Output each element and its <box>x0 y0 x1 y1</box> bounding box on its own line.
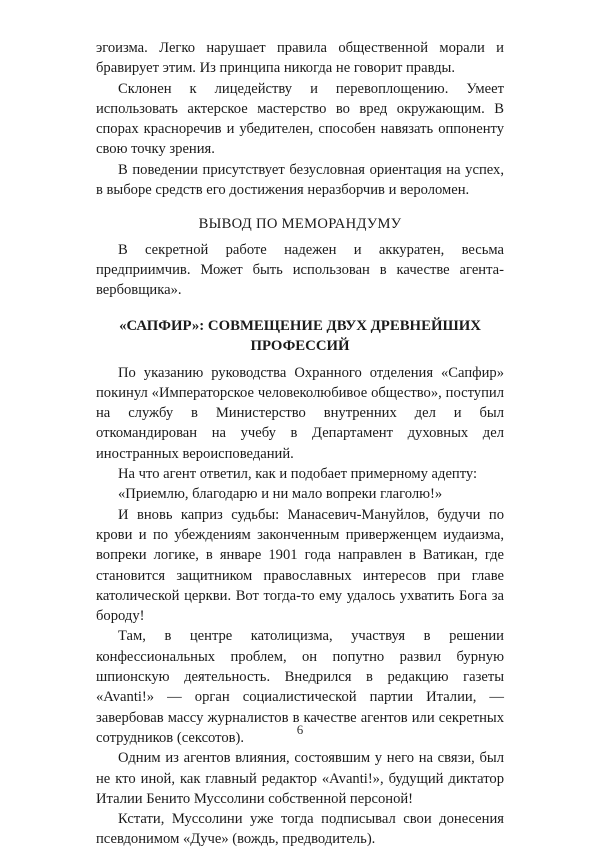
paragraph: Одним из агентов влияния, состоявшим у него на связи, был не кто иной, как главный редактор «Avanti!», будущий диктатор Италии Бенито Муссолини собственной персоной! <box>96 750 504 807</box>
paragraph: И вновь каприз судьбы: Манасевич-Мануйлов, будучи по крови и по убеждениям законченным приверженцем иудаизма, вопреки логике, в январе 1901 года направлен в Ватикан, где становится защитником православных интересов при главе католической церкви. Вот тогда-то ему удалось ухватить Бога за бороду! <box>96 506 504 625</box>
conclusion-paragraph: В секретной работе надежен и аккуратен, весьма предприимчив. Может быть использован в качестве агента-вербовщика». <box>96 241 504 299</box>
page-number: 6 <box>296 722 304 737</box>
paragraph: эгоизма. Легко нарушает правила общественной морали и бравирует этим. Из принципа никогда не говорит правды. <box>96 40 504 77</box>
paragraph: В поведении присутствует безусловная ориентация на успех, в выборе средств его достижения неразборчив и вероломен. <box>96 161 504 199</box>
paragraph: По указанию руководства Охранного отделения «Сапфир» покинул «Императорское человеколюбивое общество», поступил на службу в Министерство внутренних дел и был откомандирован на учебу в Департамент духовных дел иностранных вероисповеданий. <box>96 364 504 462</box>
paragraph: Там, в центре католицизма, участвуя в решении конфессиональных проблем, он попутно развил бурную шпионскую деятельность. Внедрился в редакцию газеты «Avanti!» — орган социалистической партии Италии, — завербовав массу журналистов в качестве агентов или секретных сотрудников (сексотов). <box>96 628 504 746</box>
section-heading-line: ПРОФЕССИЙ <box>250 338 350 355</box>
section-heading <box>96 316 504 357</box>
paragraph: Кстати, Муссолини уже тогда подписывал свои донесения псевдонимом «Дуче» (вождь, предводитель). <box>96 811 504 848</box>
section-heading-line: «САПФИР»: СОВМЕЩЕНИЕ ДВУХ ДРЕВНЕЙШИХ <box>119 317 481 334</box>
paragraph: На что агент ответил, как и подобает примерному адепту: <box>118 466 478 483</box>
quote-paragraph: «Приемлю, благодарю и ни мало вопреки глаголю!» <box>118 486 443 503</box>
conclusion-heading: ВЫВОД ПО МЕМОРАНДУМУ <box>198 216 402 233</box>
paragraph: Склонен к лицедейству и перевоплощению. Умеет использовать актерское мастерство во вред окружающим. В спорах красноречив и убедителен, способен навязать оппоненту свою точку зрения. <box>96 80 504 158</box>
